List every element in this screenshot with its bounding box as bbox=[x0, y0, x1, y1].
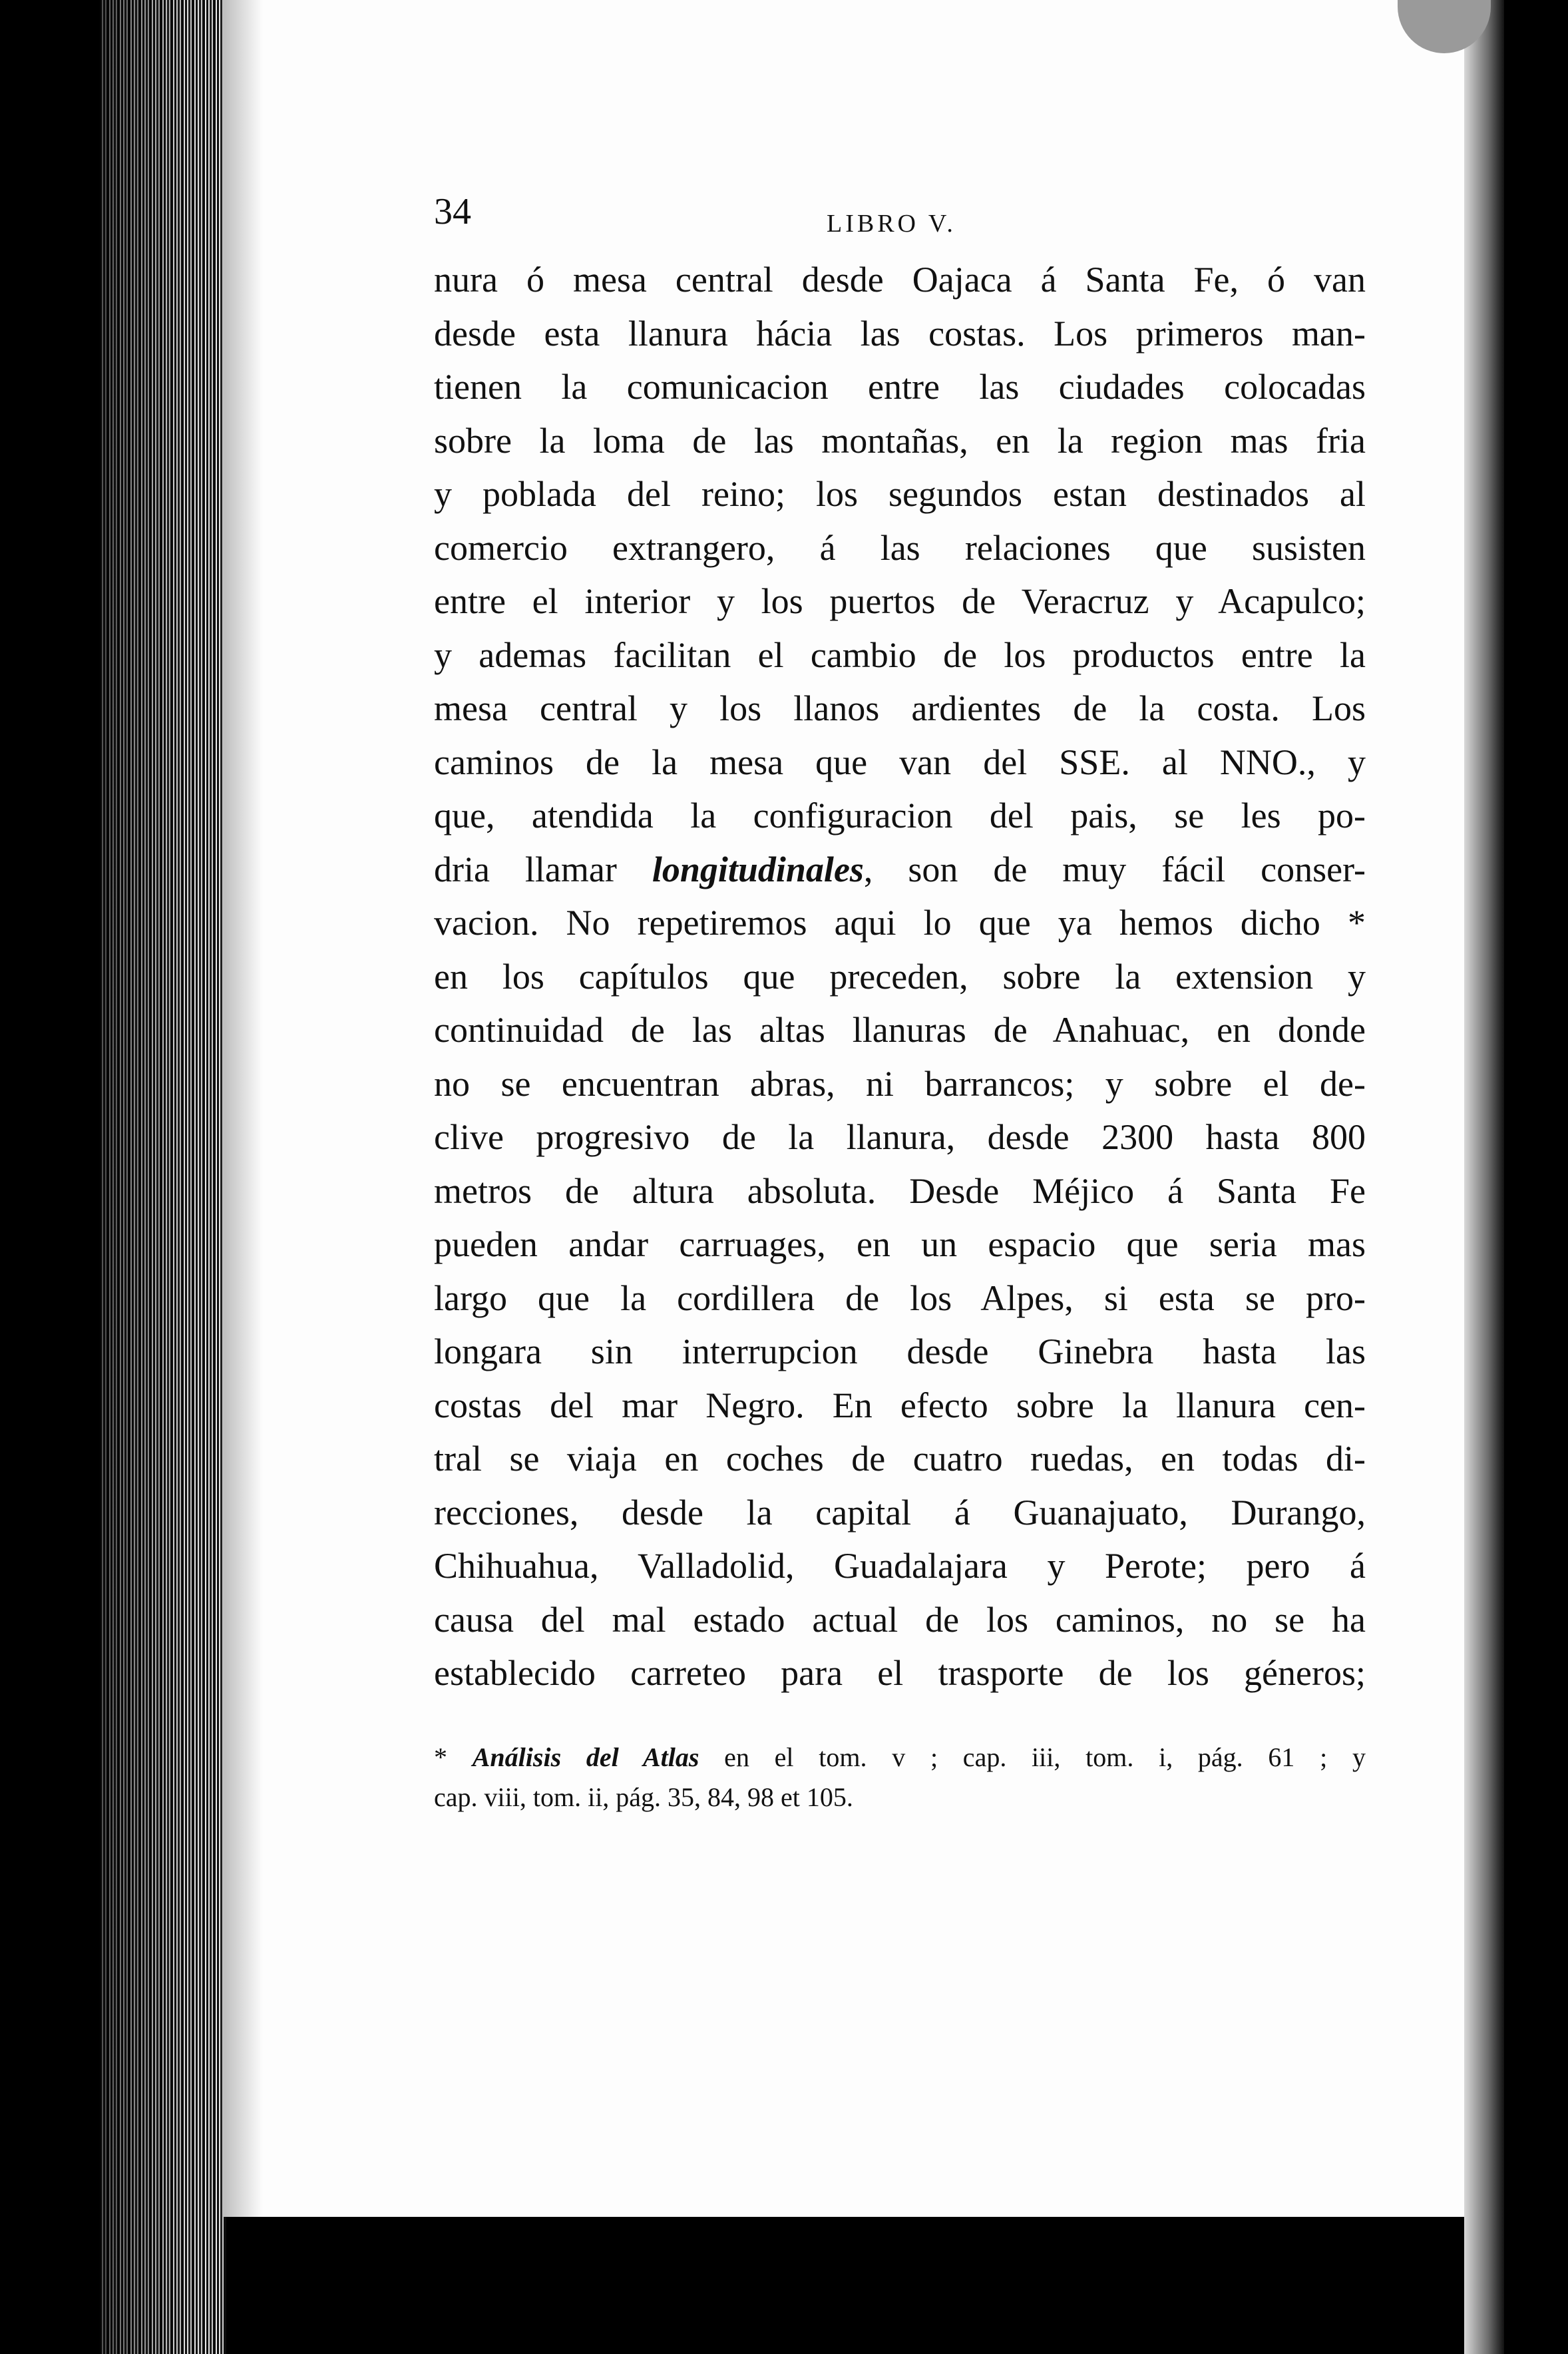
text-line: causa del mal estado actual de los caminos, no se ha bbox=[434, 1599, 1366, 1640]
text-line: comercio extrangero, á las relaciones que susisten bbox=[434, 527, 1366, 568]
text-line: en los capítulos que preceden, sobre la extension y bbox=[434, 956, 1366, 997]
text-line: longara sin interrupcion desde Ginebra hasta las bbox=[434, 1331, 1366, 1371]
text-line: vacion. No repetiremos aqui lo que ya hemos dicho * bbox=[434, 903, 1366, 943]
text-segment: dria llamar bbox=[434, 849, 652, 889]
text-line: tienen la comunicacion entre las ciudades colocadas bbox=[434, 367, 1366, 407]
text-line: que, atendida la configuracion del pais, se les po- bbox=[434, 796, 1366, 835]
text-line: mesa central y los llanos ardientes de la costa. Los bbox=[434, 688, 1366, 728]
text-line: recciones, desde la capital á Guanajuato, Durango, bbox=[434, 1492, 1366, 1532]
footnote-line: cap. viii, tom. ii, pág. 35, 84, 98 et 105. bbox=[434, 1781, 853, 1812]
text-line: continuidad de las altas llanuras de Anahuac, en donde bbox=[434, 1010, 1366, 1050]
fore-edge-shadow bbox=[100, 0, 226, 2354]
text-line: metros de altura absoluta. Desde Méjico á Santa Fe bbox=[434, 1170, 1366, 1211]
text-line: establecido carreteo para el trasporte de los géneros; bbox=[434, 1653, 1366, 1693]
page-number: 34 bbox=[434, 191, 471, 232]
text-line: largo que la cordillera de los Alpes, si esta se pro- bbox=[434, 1278, 1366, 1318]
italic-term: longitudinales bbox=[652, 849, 864, 889]
text-line: pueden andar carruages, en un espacio que seria mas bbox=[434, 1224, 1366, 1264]
text-line: tral se viaja en coches de cuatro ruedas, en todas di- bbox=[434, 1439, 1366, 1479]
text-line-with-italic bbox=[407, 843, 1366, 897]
footnote bbox=[407, 1738, 1366, 1817]
text-line: nura ó mesa central desde Oajaca á Santa Fe, ó van bbox=[434, 260, 1366, 300]
page-header bbox=[407, 193, 1366, 253]
footnote-line bbox=[434, 1738, 1366, 1777]
body-text bbox=[407, 253, 1366, 1700]
footnote-italic-title: Análisis del Atlas bbox=[472, 1742, 699, 1772]
text-segment: , son de muy fácil conser- bbox=[863, 849, 1366, 889]
text-line: no se encuentran abras, ni barrancos; y sobre el de- bbox=[434, 1063, 1366, 1104]
footnote-marker: * bbox=[434, 1742, 473, 1772]
gutter-shadow bbox=[223, 0, 263, 2217]
text-line: sobre la loma de las montañas, en la region mas fria bbox=[434, 420, 1366, 461]
text-line: Chihuahua, Valladolid, Guadalajara y Perote; pero á bbox=[434, 1546, 1366, 1586]
text-line: y poblada del reino; los segundos estan destinados al bbox=[434, 474, 1366, 514]
footnote-text: en el tom. v ; cap. iii, tom. i, pág. 61 ; y bbox=[699, 1742, 1366, 1772]
text-line: y ademas facilitan el cambio de los productos entre la bbox=[434, 634, 1366, 675]
text-line: clive progresivo de la llanura, desde 2300 hasta 800 bbox=[434, 1117, 1366, 1157]
right-page-edge bbox=[1464, 0, 1504, 2354]
text-line: entre el interior y los puertos de Veracruz y Acapulco; bbox=[434, 581, 1366, 621]
running-head: LIBRO V. bbox=[827, 210, 956, 238]
page-content bbox=[407, 193, 1366, 1817]
text-line: caminos de la mesa que van del SSE. al NNO., y bbox=[434, 742, 1366, 782]
text-line: costas del mar Negro. En efecto sobre la llanura cen- bbox=[434, 1385, 1366, 1425]
text-line: desde esta llanura hácia las costas. Los primeros man- bbox=[434, 313, 1366, 353]
